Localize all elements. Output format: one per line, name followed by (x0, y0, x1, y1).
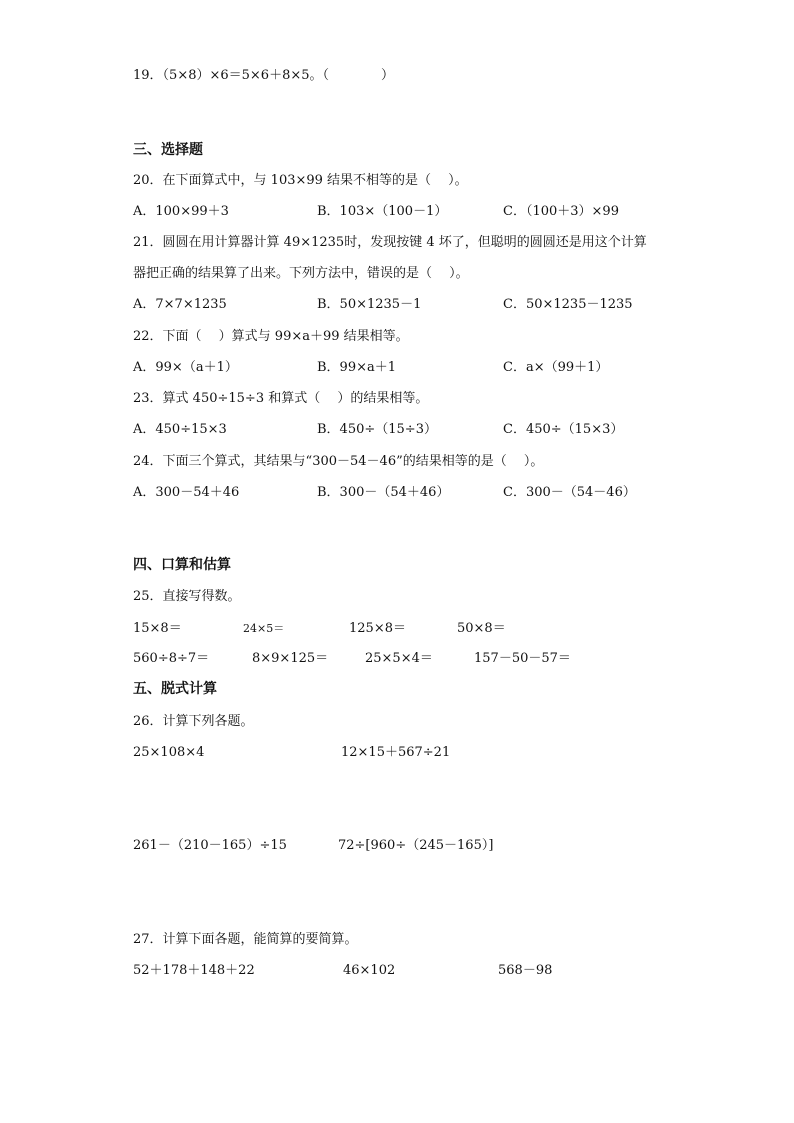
q22-option-a[interactable]: A．99×（a＋1） (133, 360, 238, 375)
question-20-stem: 20．在下面算式中，与 103×99 结果不相等的是（ ）。 (133, 173, 468, 188)
mental-calc-item: 157－50－57＝ (474, 651, 571, 666)
section-4-heading: 四、口算和估算 (133, 557, 231, 573)
q21-option-b[interactable]: B．50×1235－1 (317, 297, 422, 312)
q20-option-b[interactable]: B．103×（100－1） (317, 204, 448, 219)
mental-calc-item: 50×8＝ (457, 621, 506, 636)
mental-calc-item: 560÷8÷7＝ (133, 651, 210, 666)
mental-calc-item: 24×5＝ (243, 622, 285, 635)
mental-calc-item: 15×8＝ (133, 621, 182, 636)
q24-option-b[interactable]: B．300－（54＋46） (317, 485, 450, 500)
q20-option-a[interactable]: A．100×99＋3 (133, 204, 229, 219)
calc-item: 52＋178＋148＋22 (133, 963, 255, 978)
question-25-stem: 25．直接写得数。 (133, 589, 241, 604)
calc-item: 12×15＋567÷21 (341, 745, 451, 760)
mental-calc-item: 25×5×4＝ (365, 651, 433, 666)
q23-option-c[interactable]: C．450÷（15×3） (503, 422, 624, 437)
question-19-text: 19．（5×8）×6＝5×6＋8×5。（ (133, 68, 330, 83)
q23-option-b[interactable]: B．450÷（15÷3） (317, 422, 437, 437)
section-3-heading: 三、选择题 (133, 142, 203, 158)
calc-item: 46×102 (343, 963, 396, 978)
q21-option-a[interactable]: A．7×7×1235 (133, 297, 227, 312)
question-19 (133, 68, 394, 84)
mental-calc-item: 8×9×125＝ (252, 651, 329, 666)
q22-option-c[interactable]: C．a×（99＋1） (503, 360, 609, 375)
question-24-stem: 24．下面三个算式，其结果与“300－54－46”的结果相等的是（ ）。 (133, 454, 544, 469)
question-21-stem-line2: 器把正确的结果算了出来。下列方法中，错误的是（ ）。 (133, 266, 469, 281)
question-26-stem: 26．计算下列各题。 (133, 714, 254, 729)
q23-option-a[interactable]: A．450÷15×3 (133, 422, 227, 437)
q21-option-c[interactable]: C．50×1235－1235 (503, 297, 633, 312)
section-5-heading: 五、脱式计算 (133, 681, 217, 697)
q22-option-b[interactable]: B．99×a＋1 (317, 360, 397, 375)
q24-option-c[interactable]: C．300－（54－46） (503, 485, 636, 500)
calc-item: 568－98 (498, 963, 553, 978)
question-22-stem: 22．下面（ ）算式与 99×a＋99 结果相等。 (133, 329, 409, 344)
calc-item: 72÷[960÷（245－165）] (338, 838, 494, 853)
question-27-stem: 27．计算下面各题，能简算的要简算。 (133, 932, 358, 947)
q20-option-c[interactable]: C．（100＋3）×99 (503, 204, 619, 219)
calc-item: 25×108×4 (133, 745, 205, 760)
question-19-close: ） (381, 68, 395, 83)
mental-calc-item: 125×8＝ (349, 621, 406, 636)
q24-option-a[interactable]: A．300－54＋46 (133, 485, 240, 500)
question-23-stem: 23．算式 450÷15÷3 和算式（ ）的结果相等。 (133, 391, 429, 406)
question-21-stem-line1: 21．圆圆在用计算器计算 49×1235时，发现按键 4 坏了，但聪明的圆圆还是用这个计算 (133, 235, 647, 250)
calc-item: 261－（210－165）÷15 (133, 838, 287, 853)
